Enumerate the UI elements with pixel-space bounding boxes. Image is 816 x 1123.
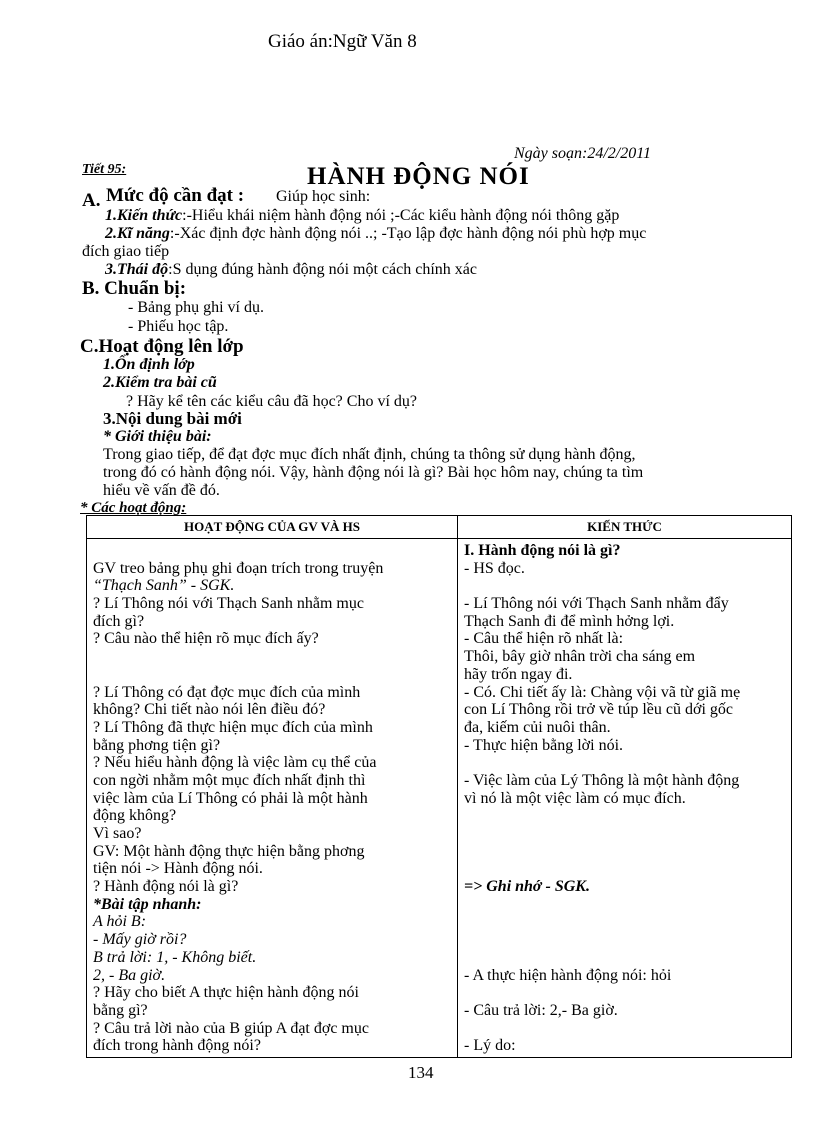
table-line: - Thực hiện bằng lời nói.: [464, 736, 624, 754]
table-line: ? Hãy cho biết A thực hiện hành động nói: [93, 984, 359, 1002]
objective-knowledge: [105, 207, 619, 225]
intro-line: Trong giao tiếp, để đạt đợc mục đích nhất định, chúng ta thông sử dụng hành động,: [103, 446, 636, 463]
prep-item: - Phiếu học tập.: [128, 318, 229, 335]
section-a-intro: Giúp học sinh:: [276, 188, 371, 205]
step-1: 1.Ổn định lớp: [103, 356, 195, 373]
table-line: A hỏi B:: [93, 913, 147, 931]
table-line: tiện nói -> Hành động nói.: [93, 860, 263, 878]
col-header-knowledge: KIẾN THỨC: [458, 516, 792, 539]
table-line: [464, 807, 785, 825]
objective-text: đích giao tiếp: [82, 243, 170, 260]
table-line: ? Lí Thông đã thực hiện mục đích của mình: [93, 718, 373, 736]
table-line: đích gì?: [93, 612, 145, 630]
table-line: vì nó là một việc làm có mục đích.: [464, 789, 686, 807]
intro-line: hiểu về vấn đề đó.: [103, 482, 220, 499]
objective-label: 3.Thái độ: [105, 261, 169, 278]
table-line: GV: Một hành động thực hiện bằng phơng: [93, 842, 365, 860]
objective-text: :-Xác định đợc hành động nói ..; -Tạo lập đợc hành động nói phù hợp mục: [169, 225, 647, 242]
col-header-activities: HOẠT ĐỘNG CỦA GV VÀ HS: [87, 516, 458, 539]
table-line: - Có. Chi tiết ấy là: Chàng vội vã từ giã mẹ: [464, 683, 741, 701]
table-line: [464, 860, 785, 878]
intro-line: trong đó có hành động nói. Vậy, hành động nói là gì? Bài học hôm nay, chúng ta tìm: [103, 464, 644, 481]
prep-item: - Bảng phụ ghi ví dụ.: [128, 299, 264, 316]
table-line: ? Lí Thông có đạt đợc mục đích của mình: [93, 683, 361, 701]
objective-attitude: [105, 261, 477, 279]
section-a-heading: Mức độ cần đạt :: [106, 185, 245, 206]
table-line: - A thực hiện hành động nói: hỏi: [464, 966, 672, 984]
table-line: GV treo bảng phụ ghi đoạn trích trong truyện: [93, 559, 384, 577]
table-line: hãy trốn ngay đi.: [464, 665, 573, 683]
activities-label: * Các hoạt động:: [80, 500, 187, 516]
table-line: *Bài tập nhanh:: [93, 895, 202, 913]
table-line: - HS đọc.: [464, 559, 525, 577]
table-line: Thôi, bây giờ nhân trời cha sáng em: [464, 648, 696, 666]
objective-label: 2.Kĩ năng: [105, 225, 170, 242]
table-line: ? Hành động nói là gì?: [93, 878, 239, 896]
table-line: [464, 1020, 785, 1038]
table-line: việc làm của Lí Thông có phải là một hành: [93, 789, 368, 807]
objective-text: :S dụng đúng hành động nói một cách chính xác: [168, 261, 477, 278]
table-line: đa, kiếm củi nuôi thân.: [464, 718, 611, 736]
objective-text: :-Hiểu khái niệm hành động nói ;-Các kiểu hành động nói thông gặp: [182, 207, 620, 224]
table-line: [464, 825, 785, 843]
table-line: [464, 949, 785, 967]
table-line: [464, 913, 785, 931]
table-line: đích trong hành động nói?: [93, 1037, 261, 1055]
table-line: bằng phơng tiện gì?: [93, 736, 221, 754]
document-header: Giáo án:Ngữ Văn 8: [268, 31, 417, 52]
lesson-number: Tiết 95:: [82, 162, 127, 177]
table-line: [464, 843, 785, 861]
table-line: ? Câu nào thể hiện rõ mục đích ấy?: [93, 630, 319, 648]
table-line: - Việc làm của Lý Thông là một hành động: [464, 771, 740, 789]
table-line: => Ghi nhớ - SGK.: [464, 878, 590, 896]
table-line: [464, 984, 785, 1002]
knowledge-column: [458, 539, 792, 1058]
table-line: - Câu thể hiện rõ nhất là:: [464, 630, 624, 648]
table-line: [93, 666, 451, 684]
table-line: I. Hành động nói là gì?: [464, 542, 621, 559]
page-number: 134: [408, 1063, 434, 1082]
section-a-label: A.: [82, 190, 101, 211]
table-line: [464, 931, 785, 949]
table-line: bằng gì?: [93, 1001, 148, 1019]
table-line: “Thạch Sanh” - SGK.: [93, 577, 235, 595]
objective-skill: [105, 225, 646, 243]
objective-label: 1.Kiến thức: [105, 207, 183, 224]
table-line: - Lý do:: [464, 1037, 516, 1055]
section-c-heading: C.Hoạt động lên lớp: [80, 336, 244, 357]
table-line: con Lí Thông rồi trở về túp lều cũ dới gốc: [464, 701, 734, 719]
step-3: 3.Nội dung bài mới: [103, 409, 242, 428]
table-line: Thạch Sanh đi để mình hởng lợi.: [464, 612, 675, 630]
table-line: - Mấy giờ rồi?: [93, 931, 187, 949]
teacher-student-column: [87, 539, 458, 1058]
preparation-date: Ngày soạn:24/2/2011: [514, 145, 652, 162]
intro-label: * Giới thiệu bài:: [103, 428, 212, 445]
table-line: [464, 896, 785, 914]
table-line: ? Nếu hiểu hành động là việc làm cụ thể của: [93, 754, 377, 772]
step-2: 2.Kiểm tra bài cũ: [103, 374, 217, 391]
lesson-title: HÀNH ĐỘNG NÓI: [307, 163, 530, 190]
activity-table: [86, 515, 792, 1058]
table-line: Vì sao?: [93, 825, 142, 842]
review-question: ? Hãy kể tên các kiểu câu đã học? Cho ví dụ?: [126, 393, 417, 410]
table-line: [93, 542, 451, 560]
table-line: động không?: [93, 807, 177, 825]
table-line: không? Chi tiết nào nói lên điều đó?: [93, 701, 326, 719]
table-line: ? Lí Thông nói với Thạch Sanh nhằm mục: [93, 595, 364, 613]
table-line: [464, 577, 785, 595]
table-line: con ngời nhằm một mục đích nhất định thì: [93, 771, 366, 789]
objective-skill-cont: [82, 243, 169, 261]
section-b-heading: B. Chuẩn bị:: [82, 278, 187, 299]
table-line: - Lí Thông nói với Thạch Sanh nhằm đẩy: [464, 595, 729, 613]
table-line: [464, 754, 785, 772]
table-line: 2, - Ba giờ.: [93, 966, 166, 984]
table-line: - Câu trả lời: 2,- Ba giờ.: [464, 1001, 618, 1019]
table-line: [93, 648, 451, 666]
table-line: ? Câu trả lời nào của B giúp A đạt đợc mục: [93, 1019, 369, 1037]
table-line: B trả lời: 1, - Không biết.: [93, 948, 257, 966]
